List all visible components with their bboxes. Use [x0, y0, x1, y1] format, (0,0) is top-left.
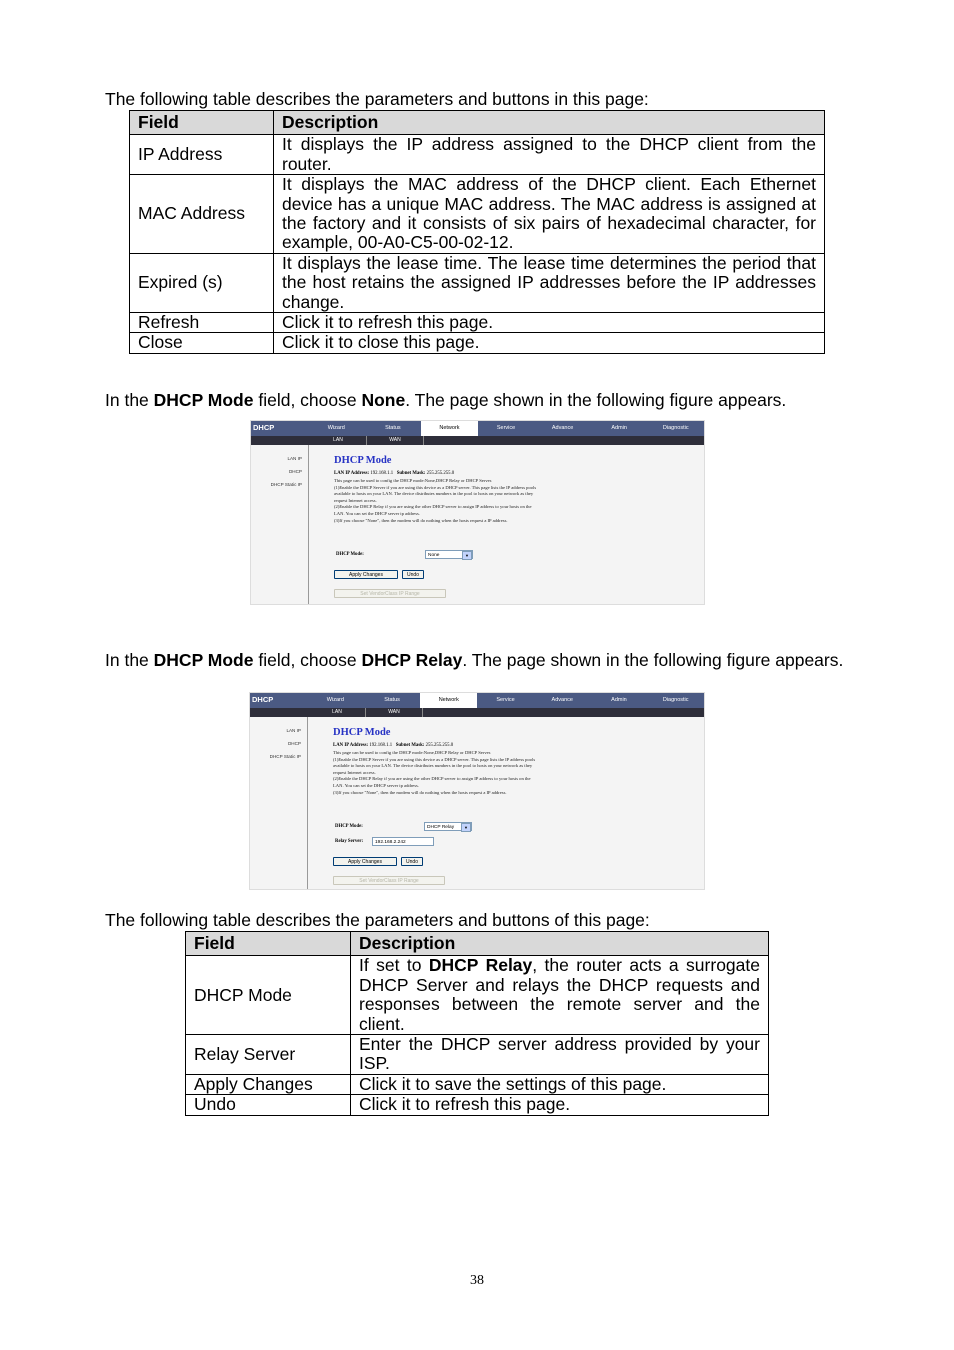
header-field: Field: [130, 111, 274, 135]
sidebar-item-lan-ip[interactable]: LAN IP: [287, 456, 302, 461]
text: . The page shown in the following figure appears.: [405, 390, 787, 410]
tab-wizard[interactable]: Wizard: [326, 697, 344, 703]
brand-label: DHCP: [252, 695, 274, 704]
description-cell: It displays the MAC address of the DHCP client. Each Ethernet device has a unique MAC address. The MAC address is assigned at the factory and it consists of six pairs of hexadecimal character, for example, 00-A0-C5-00-02-12.: [274, 175, 825, 254]
description-line: This page can be used to config the DHCP mode:None,DHCP Relay or DHCP Server.: [333, 750, 492, 755]
description-cell: [351, 956, 769, 1035]
main-content: [333, 727, 698, 796]
table-row: [130, 313, 825, 333]
sidebar: [250, 717, 308, 889]
select-value: DHCP Relay: [427, 825, 455, 830]
field-cell: Refresh: [130, 313, 274, 333]
chevron-down-icon[interactable]: ▼: [462, 551, 472, 560]
field-cell: Expired (s): [130, 253, 274, 312]
table-header-row: [186, 932, 769, 956]
field-cell: Apply Changes: [186, 1074, 351, 1094]
screenshot-dhcp-relay: [249, 692, 705, 890]
sidebar-item-dhcp-static-ip[interactable]: DHCP Static IP: [269, 754, 301, 759]
table-header-row: [130, 111, 825, 135]
mask-value: 255.255.255.0: [425, 743, 454, 748]
table-row: [186, 1035, 769, 1075]
bold-text: DHCP Relay: [428, 955, 533, 976]
nav-tabs: [307, 693, 704, 708]
header-field: Field: [186, 932, 351, 956]
table-row: [130, 253, 825, 312]
subtab-wan[interactable]: WAN: [367, 436, 424, 445]
ip-label: LAN IP Address:: [334, 471, 370, 476]
field-cell: MAC Address: [130, 175, 274, 254]
dhcp-mode-select[interactable]: [424, 822, 472, 831]
tab-service[interactable]: Service: [496, 425, 516, 431]
mask-label: Subnet Mask:: [396, 471, 426, 476]
description-line: request Internet access.: [334, 497, 377, 503]
select-value: None: [428, 553, 440, 558]
page-title: DHCP Mode: [334, 455, 392, 466]
ip-value: 192.168.1.1: [369, 743, 393, 748]
tab-diagnostic[interactable]: Diagnostic: [662, 425, 689, 431]
description-cell: Click it to refresh this page.: [351, 1095, 769, 1115]
text: In the: [105, 650, 154, 670]
dhcp-mode-label: DHCP Mode:: [336, 552, 364, 557]
table-row: [186, 1074, 769, 1094]
description-line: available to hosts on your LAN. The device distributes numbers in the pool to hosts on your network as they: [333, 763, 533, 769]
tab-status[interactable]: Status: [384, 697, 400, 703]
undo-button[interactable]: Undo: [401, 857, 423, 866]
description-cell: It displays the IP address assigned to the DHCP client from the router.: [274, 135, 825, 175]
mask-value: 255.255.255.0: [426, 471, 455, 476]
field-cell: Undo: [186, 1095, 351, 1115]
chevron-down-icon[interactable]: ▼: [461, 823, 471, 832]
description-line: (3)If you choose "None", then the modem will do nothing when the hosts request a IP address.: [334, 517, 508, 523]
apply-changes-button[interactable]: Apply Changes: [333, 857, 397, 866]
field-cell: DHCP Mode: [186, 956, 351, 1035]
description-line: (2)Enable the DHCP Relay if you are using the other DHCP server to assign IP address to your hosts on the: [333, 776, 531, 782]
dhcp-mode-select[interactable]: [425, 550, 473, 559]
lan-ip-line: [333, 743, 698, 748]
description-line: (1)Enable the DHCP Server if you are using this device as a DHCP server. This page lists the IP address pools: [333, 756, 536, 762]
undo-button[interactable]: Undo: [402, 570, 424, 579]
sidebar: [251, 445, 309, 604]
fields-table-2: [185, 931, 769, 1116]
subtab-wan[interactable]: WAN: [366, 708, 423, 717]
relay-server-label: Relay Server:: [335, 839, 364, 844]
relay-server-input[interactable]: 192.168.2.242: [372, 837, 434, 846]
main-content: [334, 455, 698, 524]
text: . The page shown in the following figure appears.: [462, 650, 844, 670]
header-description: Description: [274, 111, 825, 135]
description-line: request Internet access.: [333, 769, 376, 775]
subtab-lan[interactable]: LAN: [309, 708, 366, 717]
intro-paragraph-2: The following table describes the parameters and buttons of this page:: [105, 910, 650, 930]
header-description: Description: [351, 932, 769, 956]
description-line: This page can be used to config the DHCP mode:None,DHCP Relay or DHCP Server.: [334, 478, 493, 483]
page-number: 38: [470, 1273, 484, 1288]
bold-text: None: [361, 390, 406, 410]
tab-advance[interactable]: Advance: [551, 697, 573, 703]
table-row: [186, 1095, 769, 1115]
bold-text: DHCP Mode: [153, 390, 254, 410]
lan-ip-line: [334, 471, 698, 476]
mask-label: Subnet Mask:: [395, 743, 425, 748]
description-line: LAN. You can set the DHCP server ip address.: [333, 782, 419, 788]
sidebar-item-lan-ip[interactable]: LAN IP: [286, 728, 301, 733]
text: In the: [105, 390, 154, 410]
table-row: [130, 333, 825, 353]
text: field, choose: [253, 390, 362, 410]
sidebar-item-dhcp[interactable]: DHCP: [288, 469, 302, 474]
tab-admin[interactable]: Admin: [611, 425, 627, 431]
dhcp-mode-label: DHCP Mode:: [335, 824, 363, 829]
brand-label: DHCP: [253, 423, 275, 432]
description-cell: It displays the lease time. The lease time determines the period that the host retains the assigned IP addresses before the IP addresses change.: [274, 253, 825, 312]
table-row: [130, 135, 825, 175]
set-vendorclass-button[interactable]: Set VendorClass IP Range: [334, 589, 446, 598]
bold-text: DHCP Relay: [361, 650, 463, 670]
tab-advance[interactable]: Advance: [551, 425, 574, 431]
screenshot-dhcp-none: [250, 420, 705, 605]
ip-value: 192.168.1.1: [370, 471, 394, 476]
table-row: [186, 956, 769, 1035]
apply-changes-button[interactable]: Apply Changes: [334, 570, 398, 579]
sidebar-item-dhcp[interactable]: DHCP: [287, 741, 301, 746]
table-row: [130, 175, 825, 254]
description-line: (2)Enable the DHCP Relay if you are using the other DHCP server to assign IP address to your hosts on the: [334, 504, 532, 510]
description-line: LAN. You can set the DHCP server ip address.: [334, 510, 420, 516]
description-line: (1)Enable the DHCP Server if you are using this device as a DHCP server. This page lists the IP address pools: [334, 484, 537, 490]
field-cell: IP Address: [130, 135, 274, 175]
tab-network[interactable]: Network: [421, 421, 478, 436]
sidebar-item-dhcp-static-ip[interactable]: DHCP Static IP: [270, 482, 302, 487]
description-line: available to hosts on your LAN. The device distributes numbers in the pool to hosts on your network as they: [334, 491, 534, 497]
tab-admin[interactable]: Admin: [611, 697, 627, 703]
bold-text: DHCP Mode: [153, 650, 254, 670]
page-title: DHCP Mode: [333, 727, 391, 738]
text: If set to: [359, 955, 429, 976]
subtab-lan[interactable]: LAN: [310, 436, 367, 445]
paragraph-dhcp-mode-relay: [105, 651, 863, 670]
description-cell: Click it to save the settings of this page.: [351, 1074, 769, 1094]
field-cell: Close: [130, 333, 274, 353]
text: field, choose: [253, 650, 362, 670]
field-cell: Relay Server: [186, 1035, 351, 1075]
description-cell: Enter the DHCP server address provided by your ISP.: [351, 1035, 769, 1075]
fields-table-1: [129, 110, 825, 354]
intro-paragraph-1: The following table describes the parameters and buttons in this page:: [105, 89, 649, 109]
ip-label: LAN IP Address:: [333, 743, 369, 748]
text: , the router acts a surrogate DHCP Server and relays the DHCP requests and responses between the remote server and the client.: [359, 955, 760, 1034]
description-line: (3)If you choose "None", then the modem will do nothing when the hosts request a IP address.: [333, 789, 507, 795]
tab-diagnostic[interactable]: Diagnostic: [662, 697, 689, 703]
description-cell: Click it to refresh this page.: [274, 313, 825, 333]
tab-network[interactable]: Network: [420, 693, 477, 708]
set-vendorclass-button[interactable]: Set VendorClass IP Range: [333, 876, 445, 885]
tab-service[interactable]: Service: [496, 697, 515, 703]
nav-tabs: [308, 421, 704, 436]
tab-status[interactable]: Status: [385, 425, 401, 431]
tab-wizard[interactable]: Wizard: [327, 425, 345, 431]
description-cell: Click it to close this page.: [274, 333, 825, 353]
paragraph-dhcp-mode-none: [105, 391, 863, 410]
